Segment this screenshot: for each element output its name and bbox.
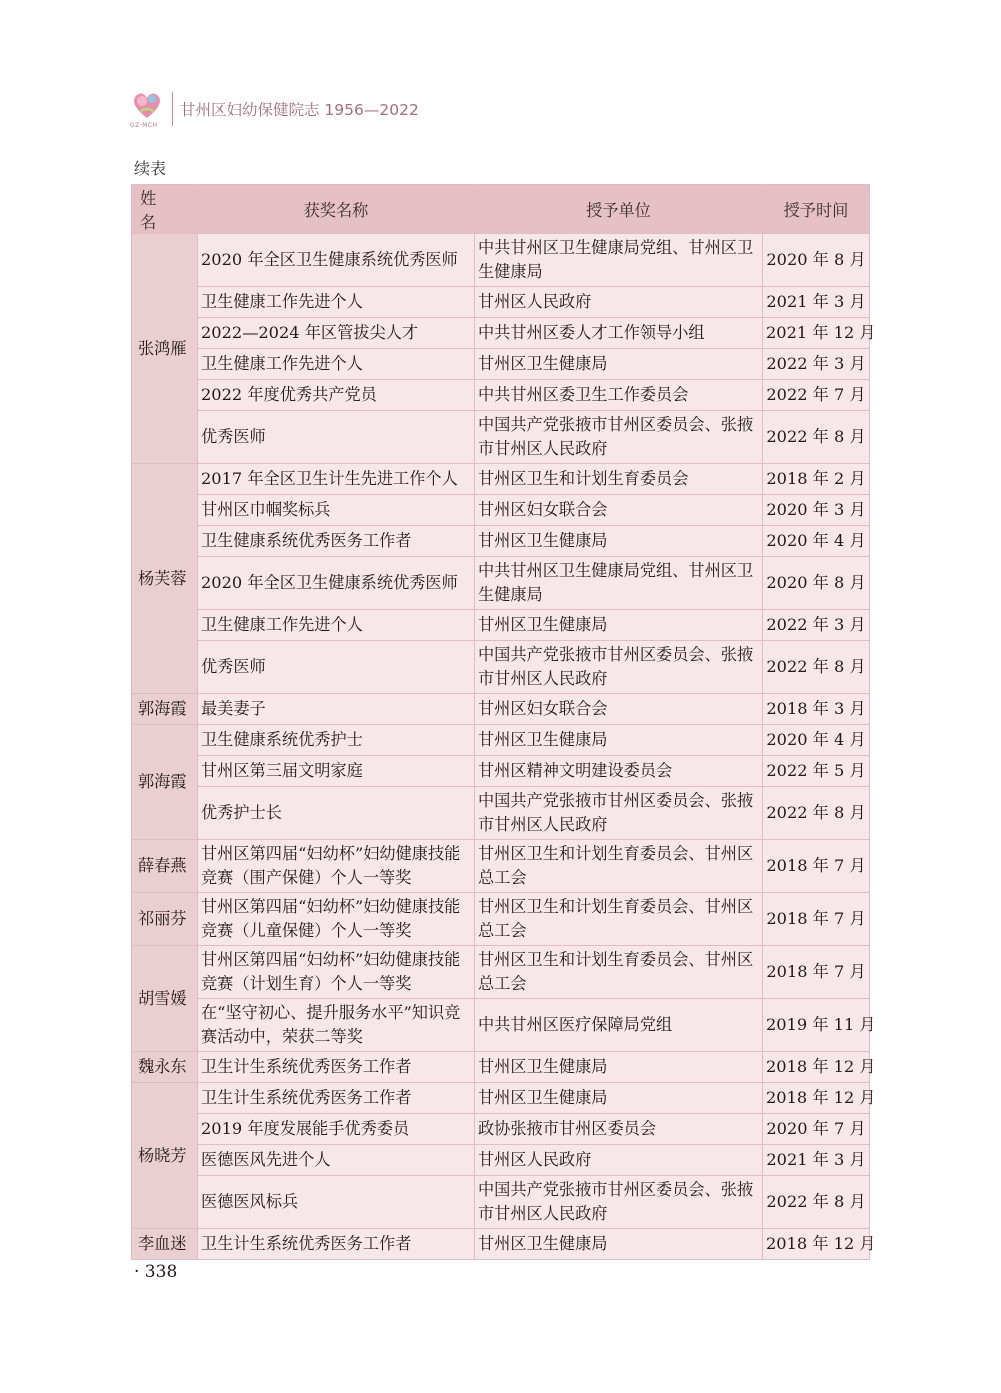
table-row: [132, 999, 870, 1052]
table-row: [132, 787, 870, 840]
award-name-cell: 2019 年度发展能手优秀委员: [198, 1114, 475, 1145]
award-date-cell: 2019 年 11 月: [763, 999, 870, 1052]
award-date-cell: 2022 年 5 月: [763, 756, 870, 787]
granting-unit-cell: 甘州区卫生健康局: [475, 1083, 763, 1114]
granting-unit-cell: 甘州区卫生健康局: [475, 349, 763, 380]
table-row: [132, 1052, 870, 1083]
granting-unit-cell: 甘州区人民政府: [475, 287, 763, 318]
award-date-cell: 2021 年 12 月: [763, 318, 870, 349]
recipient-name-cell: 张鸿雁: [132, 234, 198, 464]
recipient-name-cell: 杨芙蓉: [132, 464, 198, 694]
award-name-cell: 卫生健康系统优秀医务工作者: [198, 526, 475, 557]
table-row: [132, 318, 870, 349]
recipient-name-cell: 魏永东: [132, 1052, 198, 1083]
table-row: [132, 1229, 870, 1260]
granting-unit-cell: 甘州区精神文明建设委员会: [475, 756, 763, 787]
column-header-time: 授予时间: [763, 185, 870, 234]
award-date-cell: 2022 年 8 月: [763, 787, 870, 840]
award-name-cell: 医德医风先进个人: [198, 1145, 475, 1176]
column-header-unit: 授予单位: [475, 185, 763, 234]
award-name-cell: 甘州区第四届“妇幼杯”妇幼健康技能竞赛（计划生育）个人一等奖: [198, 946, 475, 999]
granting-unit-cell: 甘州区卫生和计划生育委员会: [475, 464, 763, 495]
page-number: · 338: [134, 1262, 178, 1282]
award-date-cell: 2020 年 7 月: [763, 1114, 870, 1145]
granting-unit-cell: 甘州区人民政府: [475, 1145, 763, 1176]
award-name-cell: 2022—2024 年区管拔尖人才: [198, 318, 475, 349]
table-row: [132, 526, 870, 557]
award-date-cell: 2020 年 4 月: [763, 725, 870, 756]
table-row: [132, 756, 870, 787]
header-divider: [172, 92, 173, 126]
granting-unit-cell: 甘州区卫生健康局: [475, 610, 763, 641]
granting-unit-cell: 中国共产党张掖市甘州区委员会、张掖市甘州区人民政府: [475, 787, 763, 840]
award-name-cell: 2020 年全区卫生健康系统优秀医师: [198, 234, 475, 287]
awards-table: [131, 184, 876, 1260]
granting-unit-cell: 中共甘州区委卫生工作委员会: [475, 380, 763, 411]
table-row: [132, 411, 870, 464]
award-name-cell: 卫生健康工作先进个人: [198, 610, 475, 641]
award-date-cell: 2022 年 8 月: [763, 411, 870, 464]
table-row: [132, 610, 870, 641]
award-name-cell: 甘州区第三届文明家庭: [198, 756, 475, 787]
award-date-cell: 2018 年 7 月: [763, 840, 870, 893]
granting-unit-cell: 甘州区卫生和计划生育委员会、甘州区总工会: [475, 840, 763, 893]
granting-unit-cell: 中国共产党张掖市甘州区委员会、张掖市甘州区人民政府: [475, 641, 763, 694]
recipient-name-cell: 胡雪媛: [132, 946, 198, 1052]
table-row: [132, 641, 870, 694]
recipient-name-cell: 杨晓芳: [132, 1083, 198, 1229]
award-name-cell: 2022 年度优秀共产党员: [198, 380, 475, 411]
award-date-cell: 2022 年 8 月: [763, 1176, 870, 1229]
recipient-name-cell: 郭海霞: [132, 694, 198, 725]
award-date-cell: 2022 年 7 月: [763, 380, 870, 411]
granting-unit-cell: 甘州区卫生健康局: [475, 725, 763, 756]
granting-unit-cell: 甘州区卫生和计划生育委员会、甘州区总工会: [475, 946, 763, 999]
recipient-name-cell: 祁丽芬: [132, 893, 198, 946]
award-name-cell: 甘州区巾帼奖标兵: [198, 495, 475, 526]
table-row: [132, 946, 870, 999]
award-date-cell: 2020 年 8 月: [763, 234, 870, 287]
award-date-cell: 2018 年 12 月: [763, 1052, 870, 1083]
award-name-cell: 甘州区第四届“妇幼杯”妇幼健康技能竞赛（围产保健）个人一等奖: [198, 840, 475, 893]
award-date-cell: 2018 年 12 月: [763, 1229, 870, 1260]
granting-unit-cell: 中国共产党张掖市甘州区委员会、张掖市甘州区人民政府: [475, 1176, 763, 1229]
granting-unit-cell: 中共甘州区委人才工作领导小组: [475, 318, 763, 349]
award-name-cell: 卫生计生系统优秀医务工作者: [198, 1229, 475, 1260]
granting-unit-cell: 甘州区卫生健康局: [475, 1052, 763, 1083]
logo-text: GZ·MCH: [130, 122, 158, 129]
granting-unit-cell: 中共甘州区卫生健康局党组、甘州区卫生健康局: [475, 234, 763, 287]
award-name-cell: 优秀医师: [198, 411, 475, 464]
granting-unit-cell: 甘州区卫生健康局: [475, 526, 763, 557]
award-name-cell: 优秀医师: [198, 641, 475, 694]
award-date-cell: 2020 年 3 月: [763, 495, 870, 526]
table-row: [132, 840, 870, 893]
award-name-cell: 卫生计生系统优秀医务工作者: [198, 1083, 475, 1114]
granting-unit-cell: 甘州区妇女联合会: [475, 495, 763, 526]
award-date-cell: 2022 年 3 月: [763, 610, 870, 641]
award-name-cell: 卫生计生系统优秀医务工作者: [198, 1052, 475, 1083]
award-date-cell: 2022 年 3 月: [763, 349, 870, 380]
continuation-label: 续表: [134, 159, 167, 178]
table-row: [132, 349, 870, 380]
award-name-cell: 2017 年全区卫生计生先进工作个人: [198, 464, 475, 495]
column-header-name: 姓 名: [132, 185, 198, 234]
award-date-cell: 2018 年 7 月: [763, 893, 870, 946]
award-date-cell: 2018 年 12 月: [763, 1083, 870, 1114]
granting-unit-cell: 甘州区妇女联合会: [475, 694, 763, 725]
page-header: [128, 86, 878, 134]
granting-unit-cell: 政协张掖市甘州区委员会: [475, 1114, 763, 1145]
granting-unit-cell: 甘州区卫生健康局: [475, 1229, 763, 1260]
table-row: [132, 234, 870, 287]
award-date-cell: 2021 年 3 月: [763, 287, 870, 318]
award-date-cell: 2018 年 2 月: [763, 464, 870, 495]
award-name-cell: 在“坚守初心、提升服务水平”知识竞赛活动中，荣获二等奖: [198, 999, 475, 1052]
book-title: 甘州区妇幼保健院志 1956—2022: [180, 101, 419, 119]
table-row: [132, 725, 870, 756]
table-row: [132, 1145, 870, 1176]
table-body: [132, 234, 876, 1260]
granting-unit-cell: 甘州区卫生和计划生育委员会、甘州区总工会: [475, 893, 763, 946]
award-name-cell: 卫生健康工作先进个人: [198, 349, 475, 380]
award-date-cell: 2020 年 8 月: [763, 557, 870, 610]
recipient-name-cell: 郭海霞: [132, 725, 198, 840]
award-name-cell: 优秀护士长: [198, 787, 475, 840]
award-name-cell: 2020 年全区卫生健康系统优秀医师: [198, 557, 475, 610]
award-name-cell: 甘州区第四届“妇幼杯”妇幼健康技能竞赛（儿童保健）个人一等奖: [198, 893, 475, 946]
table-header-row: [132, 185, 870, 234]
table-row: [132, 694, 870, 725]
table-row: [132, 495, 870, 526]
granting-unit-cell: 中共甘州区医疗保障局党组: [475, 999, 763, 1052]
award-date-cell: 2021 年 3 月: [763, 1145, 870, 1176]
award-date-cell: 2018 年 7 月: [763, 946, 870, 999]
award-date-cell: 2020 年 4 月: [763, 526, 870, 557]
table-row: [132, 1176, 870, 1229]
column-header-award: 获奖名称: [198, 185, 475, 234]
award-name-cell: 最美妻子: [198, 694, 475, 725]
table-row: [132, 557, 870, 610]
table-row: [132, 464, 870, 495]
award-name-cell: 卫生健康系统优秀护士: [198, 725, 475, 756]
table-row: [132, 893, 870, 946]
recipient-name-cell: 薛春燕: [132, 840, 198, 893]
granting-unit-cell: 中共甘州区卫生健康局党组、甘州区卫生健康局: [475, 557, 763, 610]
award-name-cell: 卫生健康工作先进个人: [198, 287, 475, 318]
table-row: [132, 380, 870, 411]
recipient-name-cell: 李血迷: [132, 1229, 198, 1260]
table-row: [132, 1114, 870, 1145]
award-date-cell: 2022 年 8 月: [763, 641, 870, 694]
granting-unit-cell: 中国共产党张掖市甘州区委员会、张掖市甘州区人民政府: [475, 411, 763, 464]
logo: [128, 88, 166, 132]
table-row: [132, 1083, 870, 1114]
table-row: [132, 287, 870, 318]
award-name-cell: 医德医风标兵: [198, 1176, 475, 1229]
award-date-cell: 2018 年 3 月: [763, 694, 870, 725]
